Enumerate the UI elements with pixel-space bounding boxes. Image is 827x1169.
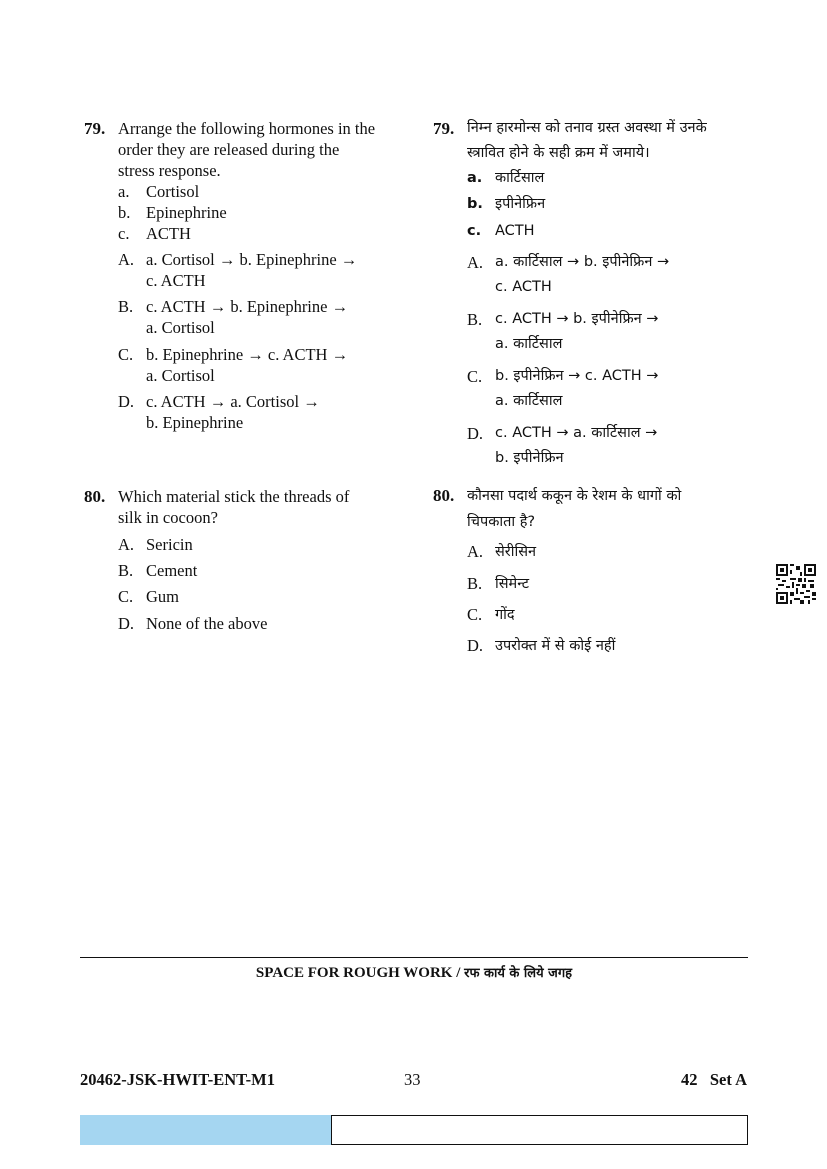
item-a: a. कार्टिसाल <box>467 170 545 186</box>
item-b: b. Epinephrine <box>118 203 227 222</box>
question-number: 80. <box>84 487 106 506</box>
question-text: कौनसा पदार्थ ककून के रेशम के धागों को चिपकाता है? <box>467 488 682 530</box>
paper-code: 20462-JSK-HWIT-ENT-M1 <box>80 1070 275 1089</box>
question-text: Arrange the following hormones in the order they are released during the stress response. <box>118 119 376 180</box>
item-c: c. ACTH <box>118 224 191 243</box>
set-info: 42 Set A <box>681 1070 747 1089</box>
question-79-english: 79. Arrange the following hormones in the order they are released during the stress response. a. Cortisol b. Epinephrine c. ACTH A. a. Cortisol → b. Epinephrine → c. ACTH B. c. ACTH → b. Epinephrine → a. Cortisol C. b. Epinephrine → c. ACTH → a. Cortisol D. c. ACTH → a. Cortisol → b. Epinephrine <box>84 119 376 432</box>
qr-code-icon <box>776 564 816 604</box>
item-b: b. इपीनेफ्रिन <box>467 196 546 212</box>
question-number: 79. <box>84 119 106 138</box>
divider <box>80 957 748 958</box>
item-c: c. ACTH <box>467 223 535 239</box>
page-number: 33 <box>404 1070 421 1089</box>
question-text: Which material stick the threads of silk in cocoon? <box>118 487 350 527</box>
footer-box <box>331 1115 748 1145</box>
item-a: a. Cortisol <box>118 182 200 201</box>
question-80-hindi: 80. कौनसा पदार्थ ककून के रेशम के धागों को चिपकाता है? A. सेरीसिन B. सिमेन्ट C. गोंद D. उपरोक्त में से कोई नहीं <box>433 483 753 663</box>
question-number: 79. <box>433 119 455 138</box>
question-number: 80. <box>433 486 455 505</box>
footer-blue-bar <box>80 1115 331 1145</box>
question-text: निम्न हारमोन्स को तनाव ग्रस्त अवस्था में उनके स्त्रावित होने के सही क्रम में जमाये। <box>467 120 707 161</box>
rough-work-heading: SPACE FOR ROUGH WORK / रफ कार्य के लिये जगह <box>255 965 573 981</box>
question-80-english: 80. Which material stick the threads of silk in cocoon? A. Sericin B. Cement C. Gum D. None of the above <box>84 487 350 633</box>
question-79-hindi: 79. निम्न हारमोन्स को तनाव ग्रस्त अवस्था में उनके स्त्रावित होने के सही क्रम में जमाये। a. कार्टिसाल b. इपीनेफ्रिन c. ACTH A. a. कार्टिसाल → b. इपीनेफ्रिन → c. ACTH B. c. ACTH → b. इपीनेफ्रिन → a. कार्टिसाल C. b. इपीनेफ्रिन → c. ACTH → a. कार्टिसाल D. c. ACTH → a. कार्टिसाल → b. इपीनेफ्रिन <box>433 116 753 476</box>
